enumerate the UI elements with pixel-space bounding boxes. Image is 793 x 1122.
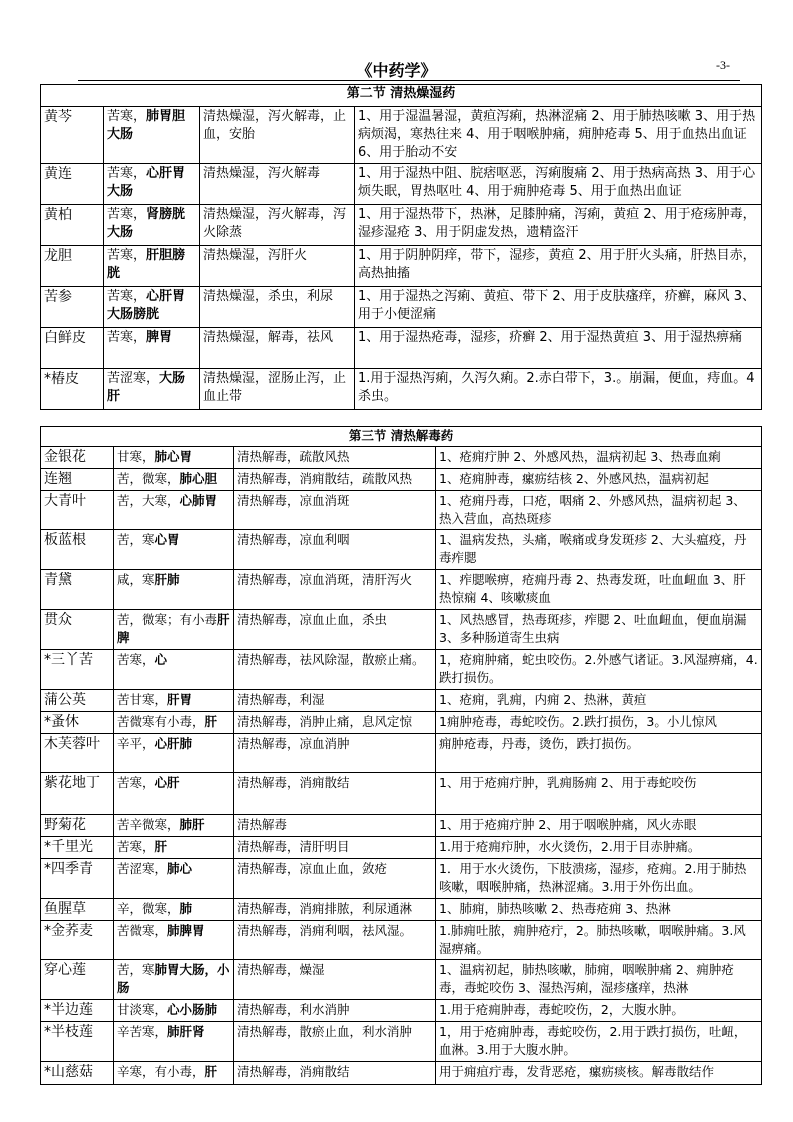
herb-channel: 肺心胃 [154, 449, 193, 464]
header-rule [78, 80, 740, 81]
herb-nature-channel [104, 164, 200, 205]
herb-nature-channel [114, 960, 234, 1000]
herb-row [41, 369, 762, 410]
herb-usage: 1、肺痈，肺热咳嗽 2、热毒疮痈 3、热淋 [436, 899, 762, 921]
herb-nature: 辛平， [117, 736, 155, 751]
herb-name: 黄连 [41, 164, 104, 205]
herb-channel: 肝肺 [154, 572, 180, 587]
herb-row [41, 107, 762, 164]
herb-usage: 1、风热感冒，热毒斑疹，痄腮 2、吐血衄血，便血崩漏 3、多种肠道寄生虫病 [436, 610, 762, 650]
herb-row [41, 960, 762, 1000]
herb-channel: 肝胆膀胱 [107, 248, 186, 281]
herb-name: 板蓝根 [41, 530, 114, 570]
herb-name: 青黛 [41, 570, 114, 610]
herb-channel: 大肠肝 [107, 371, 186, 404]
herb-row [41, 530, 762, 570]
herb-name: *半边莲 [41, 1000, 114, 1022]
herb-nature-channel [114, 734, 234, 773]
herb-nature-channel [104, 107, 200, 164]
herb-nature: 辛，微寒， [117, 901, 180, 916]
herb-effect: 清热燥湿，泻火解毒，泻火除蒸 [200, 205, 355, 246]
herb-effect: 清热解毒，疏散风热 [234, 447, 436, 469]
herb-nature-channel [114, 773, 234, 815]
herb-name: 白鲜皮 [41, 328, 104, 369]
herb-row [41, 287, 762, 328]
herb-channel: 心肝胃大肠膀胱 [107, 289, 186, 322]
herb-name: 黄柏 [41, 205, 104, 246]
herb-nature: 辛苦寒， [117, 1024, 168, 1039]
herb-row [41, 469, 762, 491]
herb-nature-channel [104, 205, 200, 246]
herb-nature-channel [114, 610, 234, 650]
herb-channel: 肺胃大肠，小肠 [117, 962, 230, 995]
herb-effect: 清热解毒，燥湿 [234, 960, 436, 1000]
herb-nature: 苦寒， [117, 839, 155, 854]
herb-usage: 1、用于疮痈疔肿 2、用于咽喉肿痛，风火赤眼 [436, 815, 762, 837]
herb-nature-channel [114, 491, 234, 530]
herb-row [41, 1000, 762, 1022]
herb-row [41, 815, 762, 837]
herb-effect: 清热解毒，消痈散结 [234, 773, 436, 815]
herb-usage: 1痈肿疮毒，毒蛇咬伤。2.跌打损伤，3。小儿惊风 [436, 712, 762, 734]
herb-name: 金银花 [41, 447, 114, 469]
herb-effect: 清热解毒，利水消肿 [234, 1000, 436, 1022]
herb-nature-channel [104, 328, 200, 369]
herb-effect: 清热解毒，消痈散结，疏散风热 [234, 469, 436, 491]
herb-usage: 1、疮痈疔肿 2、外感风热，温病初起 3、热毒血痢 [436, 447, 762, 469]
herb-usage: 1、用于湿热之泻痢、黄疸、带下 2、用于皮肤瘙痒，疥癣，麻风 3、用于小便涩痛 [355, 287, 762, 328]
herb-channel: 肝脾 [117, 612, 230, 645]
herb-usage: 1、疮痈肿毒，瘰疬结核 2、外感风热，温病初起 [436, 469, 762, 491]
herb-name: *千里光 [41, 837, 114, 859]
herb-channel: 肺肝肾 [167, 1024, 205, 1039]
herb-effect: 清热解毒，散瘀止血，利水消肿 [234, 1022, 436, 1062]
herb-nature: 苦寒， [107, 330, 147, 345]
herb-nature-channel [114, 1000, 234, 1022]
herb-row [41, 246, 762, 287]
herb-usage: 1、温病初起，肺热咳嗽，肺痈，咽喉肿痛 2、痈肿疮毒，毒蛇咬伤 3、湿热泻痢，湿疹瘙痒，热淋 [436, 960, 762, 1000]
herb-effect: 清热解毒，消痈排脓，利尿通淋 [234, 899, 436, 921]
herb-nature-channel [114, 921, 234, 960]
herb-channel: 脾胃 [146, 330, 173, 345]
herb-nature: 苦，寒 [117, 532, 155, 547]
herb-name: 野菊花 [41, 815, 114, 837]
herb-nature: 辛寒，有小毒， [117, 1064, 205, 1079]
herb-row [41, 712, 762, 734]
herb-channel: 肺心 [167, 861, 193, 876]
herb-name: 大青叶 [41, 491, 114, 530]
herb-usage: 痈肿疮毒，丹毒，烫伤，跌打损伤。 [436, 734, 762, 773]
herb-row [41, 859, 762, 899]
herb-channel: 心胃 [154, 532, 180, 547]
herb-usage: 1．用于水火烫伤，下肢溃疡，湿疹，疮痈。2.用于肺热咳嗽，咽喉肿痛，热淋涩痛。3.用于外伤出血。 [436, 859, 762, 899]
herb-name: *半枝莲 [41, 1022, 114, 1062]
herb-name: *山慈菇 [41, 1062, 114, 1085]
section-title: 第二节 清热燥湿药 [41, 85, 762, 107]
herb-row [41, 773, 762, 815]
herb-nature-channel [114, 469, 234, 491]
herb-usage: 1、用于阴肿阴痒，带下，湿疹，黄疸 2、用于肝火头痛，肝热目赤，高热抽搐 [355, 246, 762, 287]
herb-channel: 肝胃 [167, 692, 193, 707]
herb-row [41, 921, 762, 960]
herb-effect: 清热燥湿，涩肠止泻，止血止带 [200, 369, 355, 410]
herb-nature: 苦寒， [107, 289, 147, 304]
herb-channel: 心 [154, 652, 168, 667]
herb-row [41, 650, 762, 690]
herb-nature-channel [114, 690, 234, 712]
herb-nature: 苦，寒 [117, 962, 155, 977]
herb-channel: 心小肠肺 [167, 1002, 218, 1017]
herb-channel: 肺 [179, 901, 193, 916]
herb-row [41, 164, 762, 205]
herb-row [41, 447, 762, 469]
herb-channel: 肝 [154, 839, 168, 854]
herb-channel: 肺脾胃 [167, 923, 205, 938]
herb-nature: 咸，寒 [117, 572, 155, 587]
herb-nature-channel [114, 1022, 234, 1062]
herb-nature-channel [114, 530, 234, 570]
herb-effect: 清热解毒，利湿 [234, 690, 436, 712]
herb-name: 贯众 [41, 610, 114, 650]
herb-usage: 1、疮痈，乳痈，内痈 2、热淋，黄疸 [436, 690, 762, 712]
herb-nature: 苦寒， [107, 248, 147, 263]
herb-effect: 清热解毒，凉血消斑，清肝泻火 [234, 570, 436, 610]
herb-row [41, 1062, 762, 1085]
herb-name: 苦参 [41, 287, 104, 328]
herb-name: *三丫苦 [41, 650, 114, 690]
herb-effect: 清热燥湿，解毒，祛风 [200, 328, 355, 369]
herb-nature: 苦寒， [107, 166, 147, 181]
herb-effect: 清热燥湿，泻肝火 [200, 246, 355, 287]
herb-channel: 肾膀胱大肠 [107, 207, 186, 240]
section-2-table [40, 84, 762, 410]
herb-nature: 苦甘寒， [117, 692, 168, 707]
herb-nature-channel [104, 369, 200, 410]
herb-nature-channel [114, 650, 234, 690]
section-title: 第三节 清热解毒药 [41, 427, 762, 447]
herb-effect: 清热燥湿，泻火解毒，止血，安胎 [200, 107, 355, 164]
herb-nature: 苦微寒， [117, 923, 168, 938]
herb-row [41, 1022, 762, 1062]
herb-nature: 甘寒， [117, 449, 155, 464]
herb-nature: 苦辛微寒， [117, 817, 180, 832]
herb-channel: 心肝 [154, 775, 180, 790]
herb-usage: 用于痈疽疔毒，发背恶疮，瘰疬痰核。解毒散结作 [436, 1062, 762, 1085]
herb-usage: 1、用于湿热疮毒，湿疹，疥癣 2、用于湿热黄疸 3、用于湿热痹痛 [355, 328, 762, 369]
herb-effect: 清热解毒，凉血止血，敛疮 [234, 859, 436, 899]
herb-nature-channel [114, 1062, 234, 1085]
herb-effect: 清热解毒，凉血消肿 [234, 734, 436, 773]
herb-effect: 清热燥湿，杀虫，利尿 [200, 287, 355, 328]
herb-nature-channel [114, 712, 234, 734]
herb-name: *蚤休 [41, 712, 114, 734]
herb-nature: 苦，微寒， [117, 471, 180, 486]
herb-usage: 1、温病发热，头痛，喉痛或身发斑疹 2、大头瘟疫，丹毒痄腮 [436, 530, 762, 570]
herb-usage: 1、用于湿热中阻、脘痞呕恶，泻痢腹痛 2、用于热病高热 3、用于心烦失眠，胃热呕吐 4、用于痈肿疮毒 5、用于血热出血证 [355, 164, 762, 205]
herb-nature-channel [114, 899, 234, 921]
herb-name: 黄芩 [41, 107, 104, 164]
herb-usage: 1.肺痈吐脓，痈肿疮疔，2。肺热咳嗽，咽喉肿痛。3.风湿痹痛。 [436, 921, 762, 960]
herb-effect: 清热解毒，凉血消斑 [234, 491, 436, 530]
herb-channel: 肝 [204, 1064, 218, 1079]
herb-channel: 心肺胃 [179, 493, 218, 508]
document-title: 《中药学》 [356, 61, 437, 80]
herb-usage: 1、用于湿温暑湿，黄疸泻痢，热淋涩痛 2、用于肺热咳嗽 3、用于热病烦渴，寒热往来 4、用于咽喉肿痛，痈肿疮毒 5、用于血热出血证 6、用于胎动不安 [355, 107, 762, 164]
herb-nature: 苦，大寒， [117, 493, 180, 508]
herb-name: 鱼腥草 [41, 899, 114, 921]
herb-usage: 1、痄腮喉痹，疮痈丹毒 2、热毒发斑，吐血衄血 3、肝热惊痫 4、咳嗽痰血 [436, 570, 762, 610]
herb-nature: 苦涩寒， [107, 371, 160, 386]
herb-nature: 苦寒， [117, 652, 155, 667]
herb-nature-channel [114, 447, 234, 469]
herb-effect: 清热解毒，凉血止血，杀虫 [234, 610, 436, 650]
herb-nature: 苦涩寒， [117, 861, 168, 876]
herb-channel: 心肝肺 [154, 736, 193, 751]
herb-name: 连翘 [41, 469, 114, 491]
herb-channel: 肺胃胆大肠 [107, 109, 186, 142]
herb-row [41, 690, 762, 712]
herb-usage: 1.用于疮痈疖肿，水火烫伤，2.用于目赤肿痛。 [436, 837, 762, 859]
herb-name: 木芙蓉叶 [41, 734, 114, 773]
herb-row [41, 491, 762, 530]
herb-nature-channel [114, 570, 234, 610]
page-number: -3- [716, 58, 730, 72]
herb-usage: 1、用于湿热带下，热淋，足膝肿痛，泻痢，黄疸 2、用于疮疡肿毒，湿疹湿疮 3、用于阴虚发热，遗精盗汗 [355, 205, 762, 246]
herb-usage: 1，疮痈肿痛，蛇虫咬伤。2.外感气诸证。3.风湿痹痛，4.跌打损伤。 [436, 650, 762, 690]
herb-nature: 苦微寒有小毒， [117, 714, 205, 729]
herb-nature: 甘淡寒， [117, 1002, 168, 1017]
herb-effect: 清热解毒，消肿止痛，息风定惊 [234, 712, 436, 734]
herb-nature-channel [104, 287, 200, 328]
herb-effect: 清热解毒，消痈散结 [234, 1062, 436, 1085]
herb-name: 穿心莲 [41, 960, 114, 1000]
herb-usage: 1.用于湿热泻痢，久泻久痢。2.赤白带下，3.。崩漏，便血，痔血。4杀虫。 [355, 369, 762, 410]
herb-usage: 1，用于疮痈肿毒，毒蛇咬伤，2.用于跌打损伤，吐衄，血淋。3.用于大腹水肿。 [436, 1022, 762, 1062]
herb-channel: 肺肝 [179, 817, 205, 832]
herb-name: *金荞麦 [41, 921, 114, 960]
herb-usage: 1、疮痈丹毒，口疮，咽痛 2、外感风热，温病初起 3、热入营血，高热斑疹 [436, 491, 762, 530]
herb-effect: 清热解毒 [234, 815, 436, 837]
herb-nature: 苦，微寒；有小毒 [117, 612, 218, 627]
herb-nature-channel [104, 246, 200, 287]
herb-name: *四季青 [41, 859, 114, 899]
herb-name: 紫花地丁 [41, 773, 114, 815]
herb-usage: 1.用于疮痈肿毒，毒蛇咬伤，2，大腹水肿。 [436, 1000, 762, 1022]
herb-nature-channel [114, 815, 234, 837]
herb-effect: 清热燥湿，泻火解毒 [200, 164, 355, 205]
herb-nature: 苦寒， [107, 109, 147, 124]
herb-row [41, 899, 762, 921]
herb-usage: 1、用于疮痈疔肿，乳痈肠痈 2、用于毒蛇咬伤 [436, 773, 762, 815]
herb-channel: 心肝胃大肠 [107, 166, 186, 199]
herb-nature: 苦寒， [107, 207, 147, 222]
herb-nature-channel [114, 837, 234, 859]
herb-name: *椿皮 [41, 369, 104, 410]
herb-effect: 清热解毒，祛风除湿，散瘀止痛。 [234, 650, 436, 690]
herb-name: 蒲公英 [41, 690, 114, 712]
herb-row [41, 734, 762, 773]
herb-channel: 肝 [204, 714, 218, 729]
herb-nature: 苦寒， [117, 775, 155, 790]
herb-effect: 清热解毒，清肝明目 [234, 837, 436, 859]
herb-row [41, 837, 762, 859]
herb-row [41, 570, 762, 610]
herb-channel: 肺心胆 [179, 471, 218, 486]
herb-row [41, 205, 762, 246]
herb-effect: 清热解毒，消痈利咽，祛风湿。 [234, 921, 436, 960]
herb-row [41, 610, 762, 650]
section-3-table [40, 426, 762, 1085]
herb-nature-channel [114, 859, 234, 899]
herb-row [41, 328, 762, 369]
herb-effect: 清热解毒，凉血利咽 [234, 530, 436, 570]
herb-name: 龙胆 [41, 246, 104, 287]
